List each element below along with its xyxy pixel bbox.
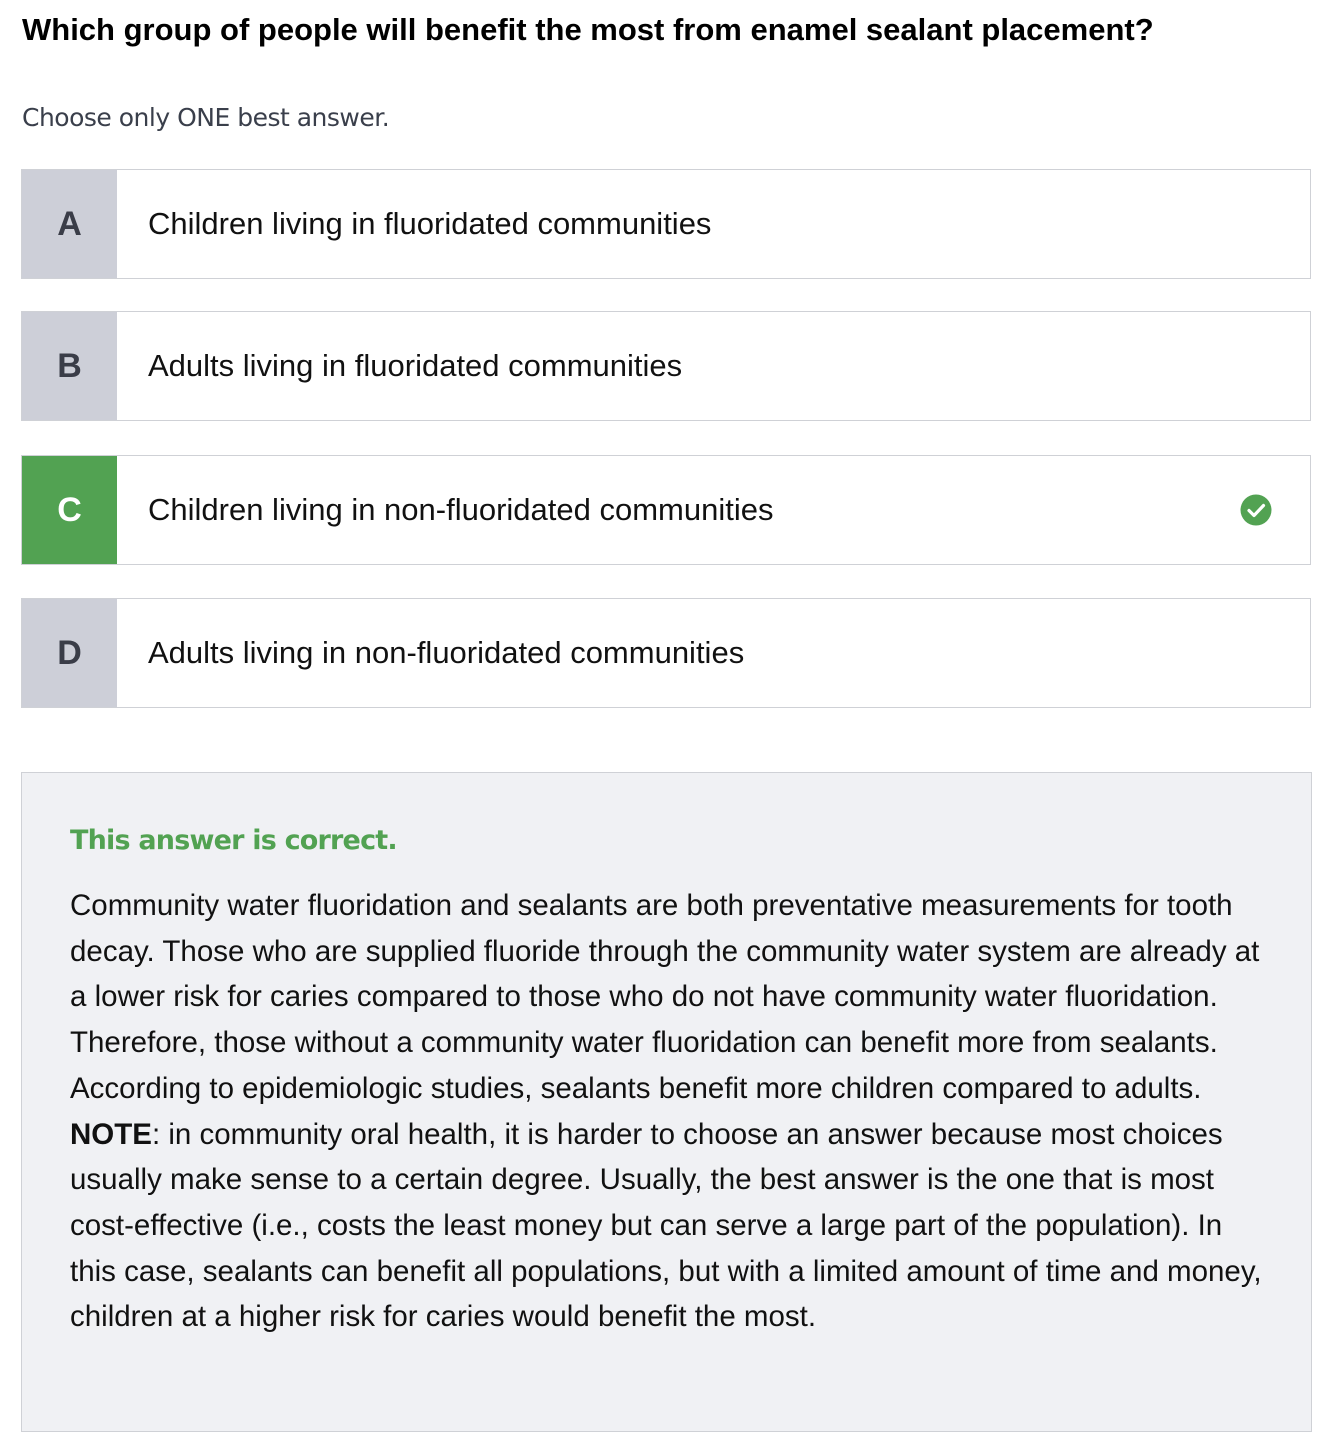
option-text: Children living in non-fluoridated communities — [148, 492, 774, 527]
option-text: Children living in fluoridated communities — [148, 206, 712, 241]
option-text: Adults living in non-fluoridated communities — [148, 635, 745, 670]
note-label: NOTE — [70, 1117, 152, 1151]
option-letter: D — [22, 599, 117, 707]
option-text: Adults living in fluoridated communities — [148, 348, 683, 383]
option-c[interactable] — [21, 455, 1311, 565]
explanation-text — [70, 883, 1271, 1340]
verdict-text: This answer is correct. — [70, 825, 397, 856]
note-text: : in community oral health, it is harder to choose an answer because most choices usually make sense to a certain degree. Usually, the best answer is the one that is most cost-effective (i.e., costs the least money but can serve a large part of the population). In this case, sealants can benefit all populations, but with a limited amount of time and money, children at a higher risk for caries would benefit the most. — [70, 1117, 1262, 1334]
option-letter: C — [22, 456, 117, 564]
option-d[interactable] — [21, 598, 1311, 708]
instruction-text: Choose only ONE best answer. — [22, 103, 390, 132]
option-a[interactable] — [21, 169, 1311, 279]
feedback-panel — [21, 772, 1312, 1432]
question-text: Which group of people will benefit the most from enamel sealant placement? — [22, 12, 1154, 47]
option-b[interactable] — [21, 311, 1311, 421]
check-circle-icon — [1240, 494, 1272, 526]
explanation-body: Community water fluoridation and sealants are both preventative measurements for tooth decay. Those who are supplied fluoride through the community water system are already at a lower risk for caries compared to those who do not have community water fluoridation. Therefore, those without a community water fluoridation can benefit more from sealants. According to epidemiologic studies, sealants benefit more children compared to adults. — [70, 889, 1260, 1105]
option-letter: B — [22, 312, 117, 420]
option-letter: A — [22, 170, 117, 278]
